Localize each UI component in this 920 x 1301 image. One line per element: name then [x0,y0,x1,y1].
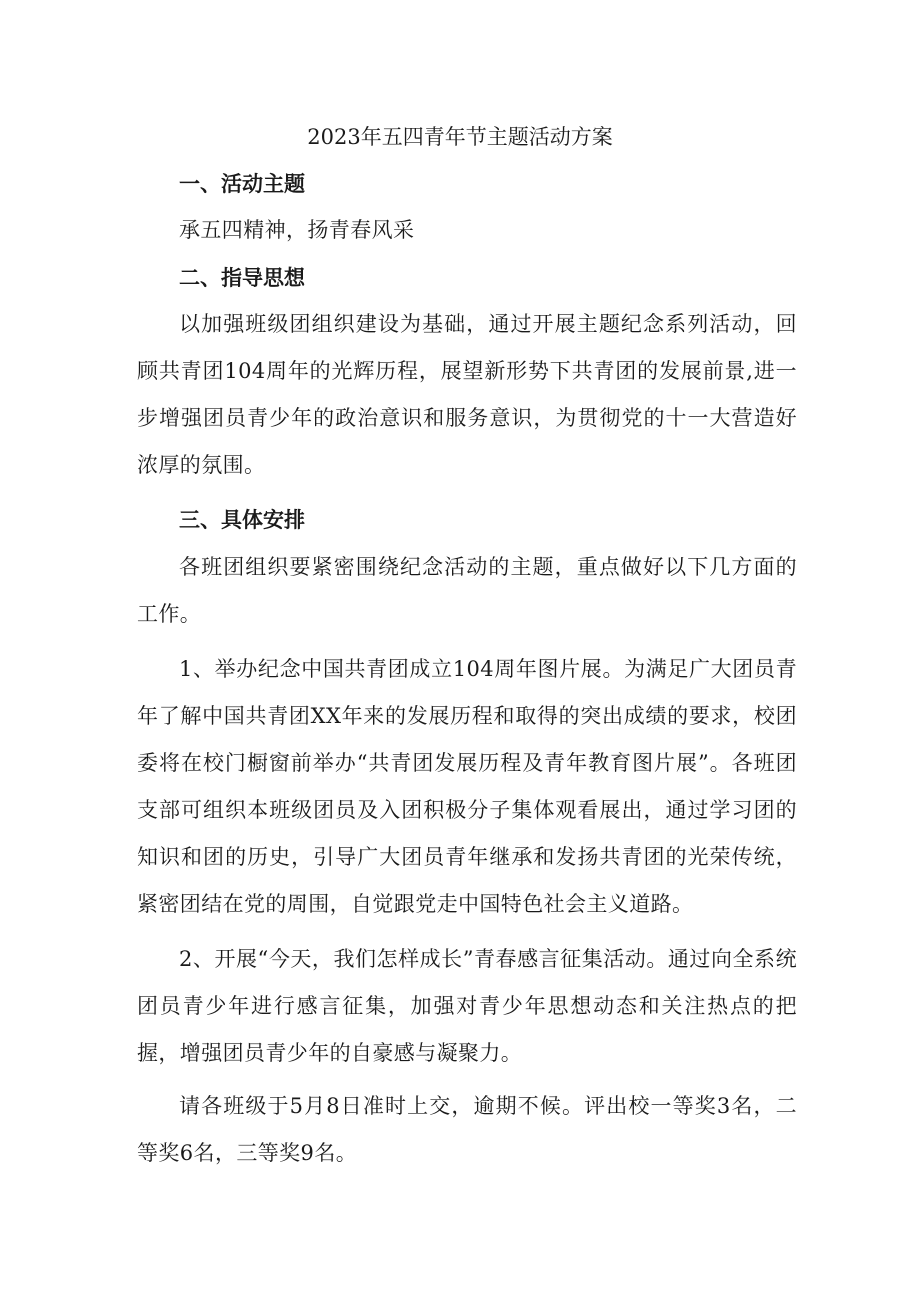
section-heading-guiding-ideology: 二、指导思想 [179,265,305,290]
arrangements-intro-paragraph: 各班团组织要紧密围绕纪念活动的主题，重点做好以下几方面的工作。 [137,555,797,626]
arrangement-item-2-paragraph: 2、开展“今天，我们怎样成长”青春感言征集活动。通过向全系统团员青少年进行感言征集，加强对青少年思想动态和关注热点的把握，增强团员青少年的自豪感与凝聚力。 [137,947,797,1065]
document-title: 2023年五四青年节主题活动方案 [307,125,613,149]
section-heading-theme: 一、活动主题 [179,171,305,196]
arrangement-item-1-paragraph: 1、举办纪念中国共青团成立104周年图片展。为满足广大团员青年了解中国共青团XX年来的发展历程和取得的突出成绩的要求，校团委将在校门橱窗前举办“共青团发展历程及青年教育图片展”。各班团支部可组织本班级团员及入团积极分子集体观看展出，通过学习团的知识和团的历史，引导广大团员青年继承和发扬共青团的光荣传统，紧密团结在党的周围，自觉跟党走中国特色社会主义道路。 [137,657,797,916]
deadline-awards-paragraph: 请各班级于5月8日准时上交，逾期不候。评出校一等奖3名，二等奖6名，三等奖9名。 [137,1094,797,1165]
guiding-ideology-paragraph: 以加强班级团组织建设为基础，通过开展主题纪念系列活动，回顾共青团104周年的光辉历程，展望新形势下共青团的发展前景,进一步增强团员青少年的政治意识和服务意识，为贯彻党的十一大营造好浓厚的氛围。 [137,312,797,477]
theme-paragraph: 承五四精神，扬青春风采 [179,218,415,242]
section-heading-arrangements: 三、具体安排 [179,507,305,532]
